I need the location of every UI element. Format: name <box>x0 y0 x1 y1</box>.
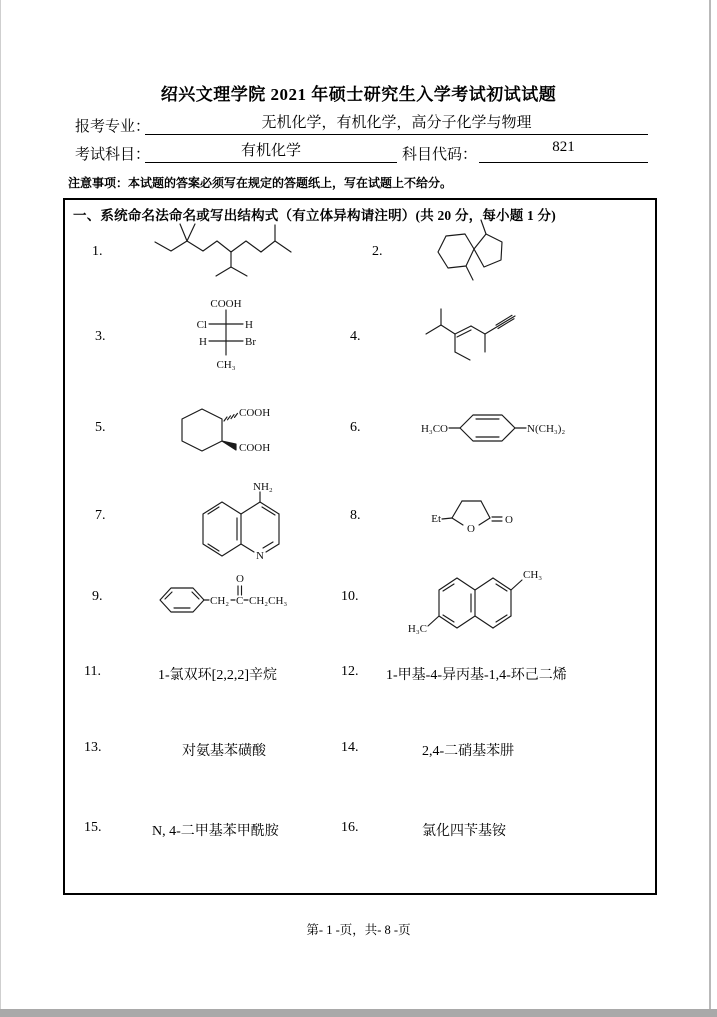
carbonyl-c-label: C <box>236 595 244 607</box>
h-label-left: H <box>199 336 207 348</box>
cooh-label-top: COOH <box>239 407 271 419</box>
page-right-edge <box>709 0 711 1017</box>
major-field: 无机化学，有机化学，高分子化学与物理 <box>145 111 648 135</box>
structure-2-spiro-decane <box>428 212 513 287</box>
et-label: Et <box>431 513 441 525</box>
h3co-label: H₃CO <box>420 423 448 435</box>
compound-name-16: 氯化四苄基铵 <box>422 824 506 839</box>
ndimethyl-label: N(CH₃)₂ <box>527 423 565 435</box>
structure-8-lactone <box>422 487 557 547</box>
compound-name-13: 对氨基苯磺酸 <box>182 744 266 759</box>
item-number-12: 12. <box>341 664 359 679</box>
item-number-8: 8. <box>350 508 361 523</box>
structure-4-enyne <box>420 300 525 370</box>
cl-label: Cl <box>196 319 207 331</box>
ketone-o-label: O <box>236 573 244 585</box>
ch2ch3-label: CH₂CH₃ <box>249 595 288 607</box>
major-label: 报考专业： <box>75 119 151 135</box>
item-number-4: 4. <box>350 329 361 344</box>
code-field: 821 <box>479 139 648 163</box>
h3c-label-bottom: H₃C <box>407 623 427 635</box>
compound-name-11: 1-氯双环[2,2,2]辛烷 <box>158 668 277 683</box>
ring-o-label: O <box>467 523 475 535</box>
compound-name-15: N, 4-二甲基苯甲酰胺 <box>152 824 279 839</box>
item-number-16: 16. <box>341 820 359 835</box>
item-number-14: 14. <box>341 740 359 755</box>
item-number-5: 5. <box>95 420 106 435</box>
structure-9-phenyl-ketone <box>152 562 322 627</box>
item-number-6: 6. <box>350 420 361 435</box>
question-box <box>63 198 657 895</box>
item-number-15: 15. <box>84 820 102 835</box>
lactone-bonds <box>442 501 502 525</box>
cooh-label-bottom: COOH <box>239 442 271 454</box>
structure-7-aminoquinoline <box>193 480 303 570</box>
structure-3-fischer-projection <box>183 293 303 378</box>
naphthalene-bonds <box>428 578 522 628</box>
subject-field: 有机化学 <box>145 139 397 163</box>
ring-n-label: N <box>256 550 264 562</box>
ch3-label-top: CH₃ <box>523 569 543 581</box>
item-number-9: 9. <box>92 589 103 604</box>
code-label: 科目代码： <box>402 147 478 163</box>
window-bottom-edge <box>0 1009 717 1017</box>
notice-line: 注意事项：本试题的答案必须写在规定的答题纸上，写在试题上不给分。 <box>68 176 453 190</box>
structure-1-branched-alkane <box>152 218 297 280</box>
quinoline-bonds <box>203 492 279 556</box>
ch3-label: CH₃ <box>216 359 236 371</box>
page-left-edge <box>0 0 1 1017</box>
enyne-bonds <box>426 309 515 360</box>
page-footer: 第- 1 -页，共- 8 -页 <box>306 923 411 937</box>
benzene-bonds <box>449 415 526 441</box>
ch2-label: CH₂ <box>210 595 230 607</box>
ring-bonds <box>182 409 238 451</box>
br-label: Br <box>245 336 256 348</box>
item-number-13: 13. <box>84 740 102 755</box>
cooh-label: COOH <box>210 298 242 310</box>
item-number-3: 3. <box>95 329 106 344</box>
compound-name-14: 2,4-二硝基苯肼 <box>422 744 515 759</box>
phenyl-bonds <box>160 586 248 612</box>
item-number-11: 11. <box>84 664 101 679</box>
item-number-10: 10. <box>341 589 359 604</box>
h-label-right: H <box>245 319 253 331</box>
compound-name-12: 1-甲基-4-异丙基-1,4-环己二烯 <box>386 668 567 683</box>
structure-5-cyclohexane-diacid <box>172 400 322 462</box>
structure-6-methoxy-dimethylaniline <box>390 403 565 458</box>
page-title: 绍兴文理学院 2021 年硕士研究生入学考试初试试题 <box>160 85 557 104</box>
item-number-7: 7. <box>95 508 106 523</box>
section-heading: 一、系统命名法命名或写出结构式（有立体异构请注明）(共 20 分，每小题 1 分) <box>73 208 556 223</box>
item-number-2: 2. <box>372 244 383 259</box>
carbonyl-o-label: O <box>505 514 513 526</box>
item-number-1: 1. <box>92 244 103 259</box>
fischer-bonds <box>209 310 243 355</box>
structure-10-dimethylnaphthalene <box>405 560 570 640</box>
spiro-bonds <box>438 220 502 280</box>
subject-label: 考试科目： <box>75 147 151 163</box>
nh2-label: NH₂ <box>253 481 273 493</box>
alkane-bonds <box>155 224 291 276</box>
